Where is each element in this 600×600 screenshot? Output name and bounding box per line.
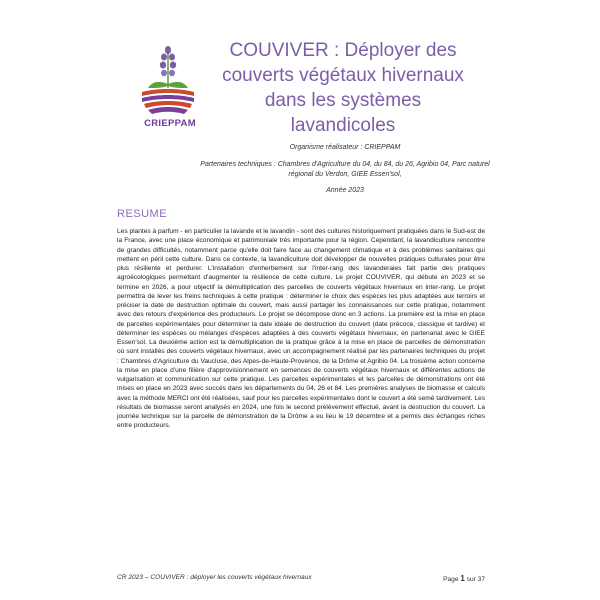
organism-line: Organisme réalisateur : CRIEPPAM bbox=[289, 144, 401, 151]
page-separator: sur bbox=[466, 576, 476, 583]
year-line: Année 2023 bbox=[326, 187, 364, 194]
crieppam-logo bbox=[136, 44, 200, 118]
footer-document-title: CR 2023 – COUVIVER : déployer les couverts végétaux hivernaux bbox=[117, 574, 312, 581]
page-number bbox=[443, 574, 485, 583]
document-title: COUVIVER : Déployer des couverts végétaux hivernaux dans les systèmes lavandicoles bbox=[222, 40, 464, 136]
page-current: 1 bbox=[460, 574, 465, 583]
lavender-field-icon bbox=[136, 44, 200, 118]
section-heading-resume: RESUME bbox=[117, 208, 168, 220]
partners-line: Partenaires techniques : Chambres d'Agriculture du 04, du 84, du 26, Agribio 04, Parc naturel régional du Verdon, GIEE Essen'sol, bbox=[200, 161, 490, 178]
abstract-paragraph: Les plantes à parfum - en particulier la lavande et le lavandin - sont des cultures historiquement pratiquées dans le Sud-est de la France, avec une place économique et patrimoniale très importante pour la région. Cependant, la lavandiculture rencontre de grandes difficultés, notamment parce qu'elle doit faire face au changement climatique et à des problèmes sanitaires qui mettent en péril cette culture. Dans ce contexte, la lavandiculture doit développer de nouvelles pratiques culturales pour être plus résiliente et perdurer. L'installation d'enherbement sur l'inter-rang des lavanderaies fait partie des pratiques agroécologiques permettant d'augmenter la résilience de cette culture. Le projet COUVIVER, qui débute en 2023 et se termine en 2026, a pour objectif la démultiplication des parcelles de couverts végétaux hivernaux en inter-rang. Le projet permettra de lever les freins techniques à cette pratique : déterminer le choix des espèces les plus adaptées aux terroirs et préciser la date de destruction optimale du couvert, mais aussi partager les connaissances sur cette pratique, notamment avec des retours d'expérience des producteurs. Le projet se décompose donc en 3 actions. La première est la mise en place de parcelles expérimentales pour déterminer la date idéale de destruction du couvert (date précoce, classique et tardive) et déterminer les espèces ou mélanges d'espèces adaptées à des couverts végétaux hivernaux, en partenariat avec le GIEE Essen'sol. La deuxième action est la démultiplication de la pratique grâce à la mise en place de parcelles de démonstration où sont installés des couverts végétaux hivernaux, avec un accompagnement réalisé par les partenaires techniques du projet : Chambres d'Agriculture du Vaucluse, des Alpes-de-Haute-Provence, de la Drôme et Agribio 04. La troisième action concerne la mise en place d'une filière d'approvisionnement en semences de couverts végétaux hivernaux et différentes actions de vulgarisation et communication sur cette pratique. Les parcelles expérimentales et les parcelles de démonstrations ont été mises en place en 2023 avec succès dans les départements du 04, 26 et 84. Les premières analyses de biomasse et calculs avec la méthode MERCI ont été réalisées, sauf pour les parcelles expérimentales dont le couvert a été semé tardivement. Les résultats de biomasse seront analysés en 2024, une fois le second prélèvement effectué, avant la destruction du couvert. La journée technique sur la parcelle de démonstration de la Drôme a eu lieu le 19 décembre et a permis des échanges riches entre producteurs. bbox=[117, 228, 485, 430]
page-footer bbox=[117, 574, 485, 584]
page-prefix: Page bbox=[443, 576, 459, 583]
page-total: 37 bbox=[477, 576, 485, 583]
logo-label: CRIEPPAM bbox=[144, 118, 196, 129]
